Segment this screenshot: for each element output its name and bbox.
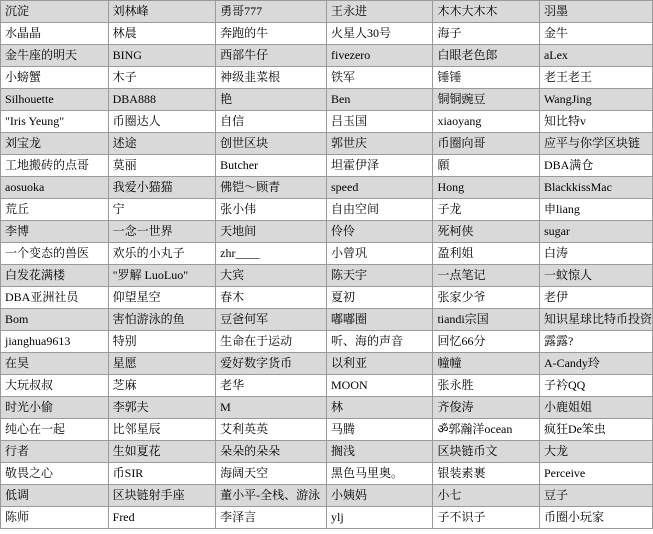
table-cell: 芝麻 [108, 375, 215, 397]
table-cell: 搁浅 [327, 441, 433, 463]
table-row [1, 23, 653, 45]
table-cell: aLex [539, 45, 652, 67]
table-cell: 低调 [1, 485, 109, 507]
table-cell: 老王老王 [539, 67, 652, 89]
table-cell: 在昊 [1, 353, 109, 375]
table-cell: 齐俊涛 [433, 397, 540, 419]
table-cell: 星愿 [108, 353, 215, 375]
table-cell: 春木 [216, 287, 327, 309]
table-row [1, 155, 653, 177]
table-cell: 子不识子 [433, 507, 540, 529]
table-cell: 比邻星辰 [108, 419, 215, 441]
table-cell: 创世区块 [216, 133, 327, 155]
table-cell: 子龙 [433, 199, 540, 221]
table-cell: 奔跑的牛 [216, 23, 327, 45]
table-cell: 露露? [539, 331, 652, 353]
table-cell: 纯心在一起 [1, 419, 109, 441]
table-cell: 银装素裹 [433, 463, 540, 485]
table-row [1, 397, 653, 419]
table-cell: 荒丘 [1, 199, 109, 221]
table-cell: sugar [539, 221, 652, 243]
table-row [1, 199, 653, 221]
table-cell: DBA亚洲社员 [1, 287, 109, 309]
table-cell: 海子 [433, 23, 540, 45]
table-row [1, 353, 653, 375]
table-cell: 伶伶 [327, 221, 433, 243]
table-cell: Fred [108, 507, 215, 529]
table-cell: 金牛 [539, 23, 652, 45]
table-row [1, 221, 653, 243]
table-cell: 木子 [108, 67, 215, 89]
table-cell: 币圈小玩家 [539, 507, 652, 529]
table-cell: 欢乐的小丸子 [108, 243, 215, 265]
table-cell: 天地间 [216, 221, 327, 243]
table-cell: "Iris Yeung" [1, 111, 109, 133]
table-cell: 生如夏花 [108, 441, 215, 463]
table-cell: 老伊 [539, 287, 652, 309]
table-cell: 勇哥777 [216, 1, 327, 23]
table-cell: 小曾巩 [327, 243, 433, 265]
table-cell: 张永胜 [433, 375, 540, 397]
table-cell: 以利亚 [327, 353, 433, 375]
table-cell: 李泽言 [216, 507, 327, 529]
table-cell: tiandi宗国 [433, 309, 540, 331]
table-cell: BING [108, 45, 215, 67]
table-cell: 我爱小猫猫 [108, 177, 215, 199]
table-cell: 嘟嘟圈 [327, 309, 433, 331]
table-cell: Ben [327, 89, 433, 111]
table-cell: 应平与你学区块链 [539, 133, 652, 155]
table-cell: 大玩叔叔 [1, 375, 109, 397]
table-cell: ॐ郭瀚洋ocean [433, 419, 540, 441]
table-cell: 铜铜豌豆 [433, 89, 540, 111]
table-cell: 币圈达人 [108, 111, 215, 133]
table-cell: 币SIR [108, 463, 215, 485]
table-cell: 海阔天空 [216, 463, 327, 485]
table-cell: 述途 [108, 133, 215, 155]
table-cell: zhr____ [216, 243, 327, 265]
table-cell: 羽墨 [539, 1, 652, 23]
table-cell: Perceive [539, 463, 652, 485]
table-cell: 豆爸何军 [216, 309, 327, 331]
table-cell: 願 [433, 155, 540, 177]
table-row [1, 441, 653, 463]
table-cell: 爱好数字货币 [216, 353, 327, 375]
table-row [1, 287, 653, 309]
table-cell: 坦霍伊泽 [327, 155, 433, 177]
table-cell: 白发花满楼 [1, 265, 109, 287]
table-cell: 大宾 [216, 265, 327, 287]
table-cell: DBA888 [108, 89, 215, 111]
table-cell: 币圈向哥 [433, 133, 540, 155]
table-cell: 莫丽 [108, 155, 215, 177]
table-row [1, 45, 653, 67]
table-cell: Bom [1, 309, 109, 331]
table-body [1, 1, 653, 529]
table-cell: 区块链射手座 [108, 485, 215, 507]
table-row [1, 133, 653, 155]
table-cell: 子衿QQ [539, 375, 652, 397]
table-cell: "罗解 LuoLuo" [108, 265, 215, 287]
table-cell: 铁军 [327, 67, 433, 89]
table-cell: 神级韭菜根 [216, 67, 327, 89]
table-cell: 生命在于运动 [216, 331, 327, 353]
table-cell: 大龙 [539, 441, 652, 463]
table-cell: DBA满仓 [539, 155, 652, 177]
table-cell: 白眼老色郎 [433, 45, 540, 67]
table-cell: 小七 [433, 485, 540, 507]
table-row [1, 309, 653, 331]
table-cell: 吕玉国 [327, 111, 433, 133]
table-row [1, 485, 653, 507]
table-cell: A-Candy玲 [539, 353, 652, 375]
table-cell: 一念一世界 [108, 221, 215, 243]
table-cell: Hong [433, 177, 540, 199]
table-cell: 申liang [539, 199, 652, 221]
table-row [1, 89, 653, 111]
table-cell: ylj [327, 507, 433, 529]
table-cell: 刘林峰 [108, 1, 215, 23]
table-row [1, 265, 653, 287]
table-cell: 黑色马里奥。 [327, 463, 433, 485]
table-cell: 艳 [216, 89, 327, 111]
table-cell: 小螃蟹 [1, 67, 109, 89]
table-cell: BlackkissMac [539, 177, 652, 199]
table-cell: 回忆66分 [433, 331, 540, 353]
table-cell: Butcher [216, 155, 327, 177]
table-cell: 陈师 [1, 507, 109, 529]
table-cell: 刘宝龙 [1, 133, 109, 155]
table-cell: WangJing [539, 89, 652, 111]
table-cell: 白涛 [539, 243, 652, 265]
table-cell: 王永进 [327, 1, 433, 23]
table-row [1, 419, 653, 441]
table-cell: 宁 [108, 199, 215, 221]
table-cell: speed [327, 177, 433, 199]
table-cell: 西部牛仔 [216, 45, 327, 67]
table-cell: 李博 [1, 221, 109, 243]
table-cell: 林 [327, 397, 433, 419]
table-cell: 一蚊惊人 [539, 265, 652, 287]
table-cell: 夏初 [327, 287, 433, 309]
table-cell: 一个变态的兽医 [1, 243, 109, 265]
table-cell: 艾利英英 [216, 419, 327, 441]
table-cell: jianghua9613 [1, 331, 109, 353]
table-cell: 知比特v [539, 111, 652, 133]
table-cell: 火星人30号 [327, 23, 433, 45]
table-cell: 听、海的声音 [327, 331, 433, 353]
table-cell: 水晶晶 [1, 23, 109, 45]
table-cell: 锤锤 [433, 67, 540, 89]
table-cell: 佛铠～顾青 [216, 177, 327, 199]
table-row [1, 375, 653, 397]
table-cell: 沉淀 [1, 1, 109, 23]
table-cell: M [216, 397, 327, 419]
table-cell: 敬畏之心 [1, 463, 109, 485]
table-cell: 陈天宇 [327, 265, 433, 287]
table-cell: 木木大木木 [433, 1, 540, 23]
table-cell: Silhouette [1, 89, 109, 111]
table-row [1, 507, 653, 529]
table-cell: 李郭夫 [108, 397, 215, 419]
table-cell: 郭世庆 [327, 133, 433, 155]
table-cell: 朵朵的朵朵 [216, 441, 327, 463]
table-cell: 盈利姐 [433, 243, 540, 265]
table-cell: 知识星球比特币投资 [539, 309, 652, 331]
table-cell: 死柯侠 [433, 221, 540, 243]
table-cell: 一点笔记 [433, 265, 540, 287]
table-cell: xiaoyang [433, 111, 540, 133]
table-cell: 特别 [108, 331, 215, 353]
table-cell: 金牛座的明天 [1, 45, 109, 67]
table-row [1, 111, 653, 133]
table-cell: 林晨 [108, 23, 215, 45]
table-cell: 区块链币文 [433, 441, 540, 463]
table-row [1, 331, 653, 353]
table-cell: 小姨妈 [327, 485, 433, 507]
table-cell: aosuoka [1, 177, 109, 199]
table-cell: 工地搬砖的点哥 [1, 155, 109, 177]
table-cell: MOON [327, 375, 433, 397]
table-row [1, 177, 653, 199]
table-cell: 时光小偷 [1, 397, 109, 419]
table-cell: 马腾 [327, 419, 433, 441]
table-row [1, 67, 653, 89]
table-cell: 仰望星空 [108, 287, 215, 309]
table-cell: 老华 [216, 375, 327, 397]
table-cell: 害怕游泳的鱼 [108, 309, 215, 331]
table-cell: 张家少爷 [433, 287, 540, 309]
table-cell: 自信 [216, 111, 327, 133]
table-cell: 豆子 [539, 485, 652, 507]
table-cell: 张小伟 [216, 199, 327, 221]
table-cell: 行者 [1, 441, 109, 463]
table-cell: 幢幢 [433, 353, 540, 375]
table-cell: 自由空间 [327, 199, 433, 221]
table-cell: 疯狂De笨虫 [539, 419, 652, 441]
table-cell: fivezero [327, 45, 433, 67]
table-cell: 小鹿姐姐 [539, 397, 652, 419]
table-cell: 董小平-全栈、游泳 [216, 485, 327, 507]
table-row [1, 463, 653, 485]
table-row [1, 1, 653, 23]
table-row [1, 243, 653, 265]
